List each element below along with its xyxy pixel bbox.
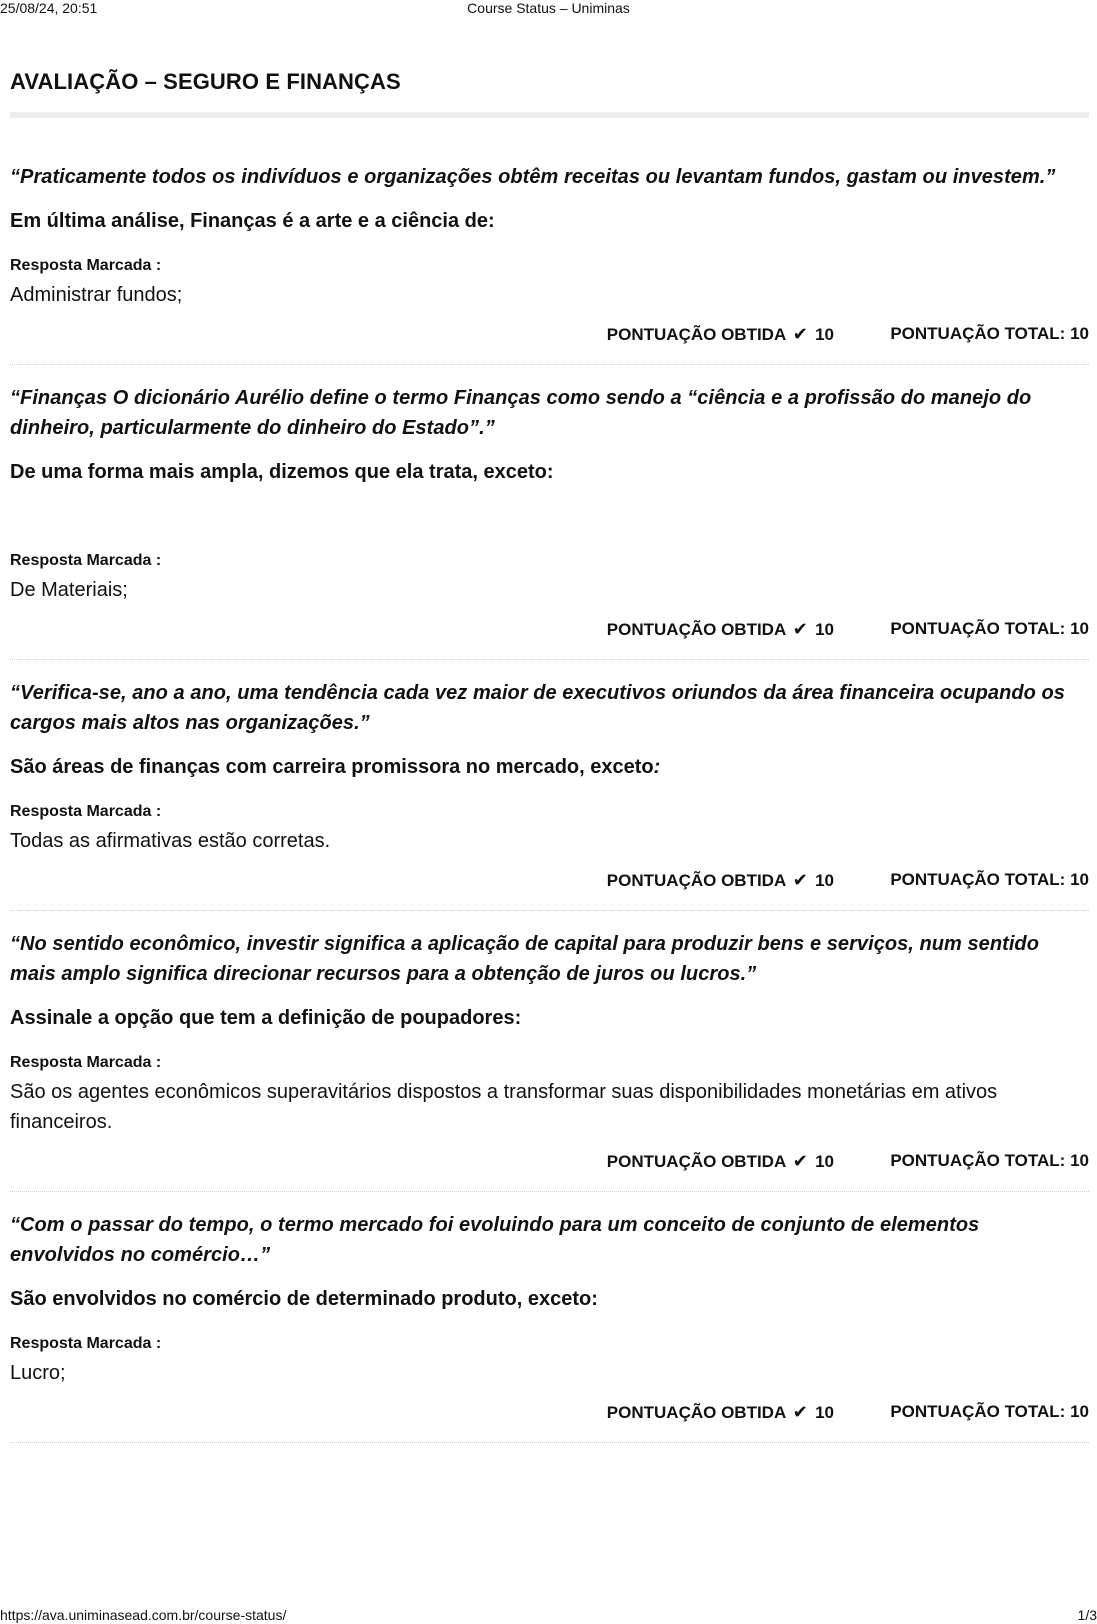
score-obtained-value: 10 (815, 871, 834, 890)
title-divider (10, 112, 1089, 118)
response-answer: Todas as afirmativas estão corretas. (10, 830, 331, 852)
score-row (10, 322, 1089, 346)
question-prompt-text: São áreas de finanças com carreira promissora no mercado, exceto (10, 756, 654, 778)
question-divider (10, 1191, 1089, 1192)
score-obtained (607, 1400, 834, 1425)
question-prompt-suffix: : (653, 756, 661, 778)
check-icon: ✔ (792, 619, 808, 639)
check-icon: ✔ (792, 1151, 808, 1171)
response-label: Resposta Marcada : (10, 803, 162, 820)
question-prompt: Assinale a opção que tem a definição de poupadores: (10, 1007, 522, 1029)
score-total-label: PONTUAÇÃO TOTAL: (890, 870, 1066, 889)
response-answer: Lucro; (10, 1362, 66, 1384)
score-total-value: 10 (1070, 1402, 1089, 1421)
blank-spacer (10, 487, 1089, 531)
score-obtained (607, 1149, 834, 1174)
score-obtained-label: PONTUAÇÃO OBTIDA (606, 871, 786, 890)
response-answer: São os agentes econômicos superavitários dispostos a transformar suas disponibilidades monetárias em ativos financeiros. (10, 1081, 998, 1133)
question-quote: “Finanças O dicionário Aurélio define o termo Finanças como sendo a “ciência e a profissão do manejo do dinheiro, particularmente do dinheiro do Estado”.” (10, 387, 1032, 439)
score-total (890, 617, 1089, 641)
question-quote: “No sentido econômico, investir significa a aplicação de capital para produzir bens e serviços, num sentido mais amplo significa direcionar recursos para a obtenção de juros ou lucros.” (10, 933, 1039, 985)
print-page-title: Course Status – Uniminas (467, 0, 630, 16)
score-obtained-label: PONTUAÇÃO OBTIDA (606, 325, 786, 344)
score-obtained (607, 322, 834, 347)
score-obtained-label: PONTUAÇÃO OBTIDA (606, 620, 786, 639)
score-row (10, 1149, 1089, 1173)
print-footer (0, 1606, 1097, 1624)
score-total (890, 1400, 1089, 1424)
score-total-label: PONTUAÇÃO TOTAL: (890, 1402, 1066, 1421)
check-icon: ✔ (792, 1402, 808, 1422)
score-total (890, 1149, 1089, 1173)
score-obtained-value: 10 (815, 1403, 834, 1422)
response-label: Resposta Marcada : (10, 1335, 162, 1352)
score-obtained-value: 10 (815, 325, 834, 344)
score-total-value: 10 (1070, 1151, 1089, 1170)
score-total (890, 868, 1089, 892)
question-prompt: De uma forma mais ampla, dizemos que ela trata, exceto: (10, 461, 554, 483)
score-obtained-label: PONTUAÇÃO OBTIDA (606, 1152, 786, 1171)
score-row (10, 617, 1089, 641)
question-prompt: São envolvidos no comércio de determinado produto, exceto: (10, 1288, 598, 1310)
response-label: Resposta Marcada : (10, 1054, 162, 1071)
question-divider (10, 1442, 1089, 1443)
score-total-label: PONTUAÇÃO TOTAL: (890, 619, 1066, 638)
print-page-number: 1/3 (1077, 1607, 1097, 1623)
question-2 (10, 383, 1089, 660)
response-label: Resposta Marcada : (10, 552, 162, 569)
print-datetime: 25/08/24, 20:51 (0, 0, 98, 16)
score-obtained (607, 617, 834, 642)
score-total-label: PONTUAÇÃO TOTAL: (890, 1151, 1066, 1170)
question-1 (10, 162, 1089, 365)
question-prompt: Em última análise, Finanças é a arte e a ciência de: (10, 210, 495, 232)
check-icon: ✔ (792, 324, 808, 344)
question-quote: “Verifica-se, ano a ano, uma tendência cada vez maior de executivos oriundos da área financeira ocupando os cargos mais altos nas organizações.” (10, 682, 1065, 734)
question-5 (10, 1210, 1089, 1443)
response-label: Resposta Marcada : (10, 257, 162, 274)
score-row (10, 868, 1089, 892)
score-obtained (607, 868, 834, 893)
question-prompt (10, 752, 1089, 782)
score-row (10, 1400, 1089, 1424)
score-total-value: 10 (1070, 870, 1089, 889)
print-url: https://ava.uniminasead.com.br/course-status/ (0, 1607, 287, 1623)
score-total-value: 10 (1070, 324, 1089, 343)
page-title: AVALIAÇÃO – SEGURO E FINANÇAS (10, 69, 401, 94)
question-quote: “Praticamente todos os indivíduos e organizações obtêm receitas ou levantam fundos, gastam ou investem.” (10, 166, 1056, 188)
score-obtained-value: 10 (815, 620, 834, 639)
question-quote: “Com o passar do tempo, o termo mercado foi evoluindo para um conceito de conjunto de elementos envolvidos no comércio…” (10, 1214, 980, 1266)
score-obtained-label: PONTUAÇÃO OBTIDA (606, 1403, 786, 1422)
question-divider (10, 910, 1089, 911)
score-obtained-value: 10 (815, 1152, 834, 1171)
check-icon: ✔ (792, 870, 808, 890)
print-header (0, 0, 1097, 16)
response-answer: De Materiais; (10, 579, 128, 601)
score-total-label: PONTUAÇÃO TOTAL: (890, 324, 1066, 343)
score-total-value: 10 (1070, 619, 1089, 638)
response-answer: Administrar fundos; (10, 284, 183, 306)
question-4 (10, 929, 1089, 1192)
question-3 (10, 678, 1089, 911)
question-divider (10, 659, 1089, 660)
score-total (890, 322, 1089, 346)
course-status-content (10, 66, 1089, 1461)
question-divider (10, 364, 1089, 365)
